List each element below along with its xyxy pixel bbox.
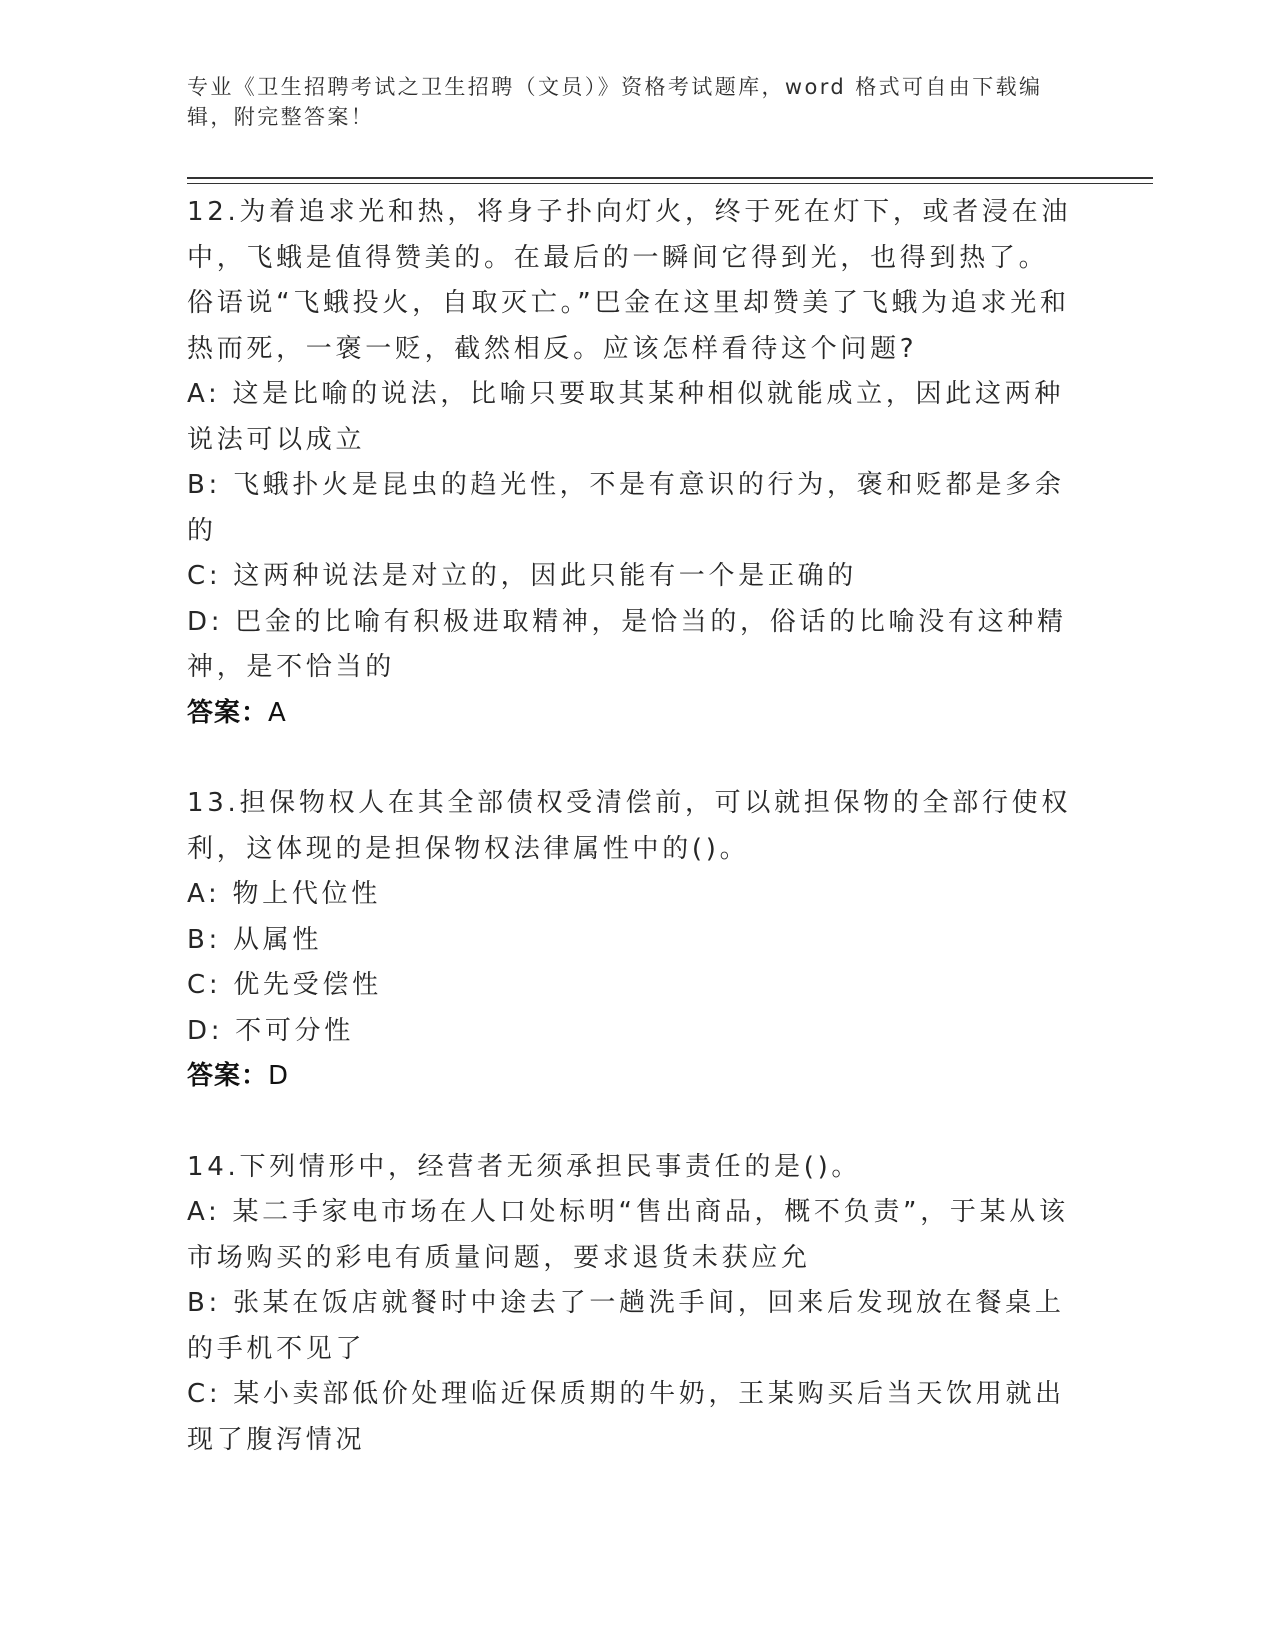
option-a: A: 这是比喻的说法，比喻只要取其某种相似就能成立，因此这两种说法可以成立 [187, 379, 1065, 455]
question-list [187, 190, 1077, 1508]
question-stem: 14.下列情形中，经营者无须承担民事责任的是()。 [187, 1151, 862, 1182]
answer-label: 答案： [187, 697, 269, 728]
answer-label: 答案： [187, 1061, 269, 1091]
document-header: 专业《卫生招聘考试之卫生招聘（文员）》资格考试题库，word 格式可自由下载编辑，附完整答案！ [187, 75, 1043, 129]
option-a: A: 某二手家电市场在人口处标明“售出商品，概不负责”，于某从该市场购买的彩电有质量问题，要求退货未获应允 [187, 1197, 1069, 1273]
answer-line [187, 1054, 1077, 1100]
question-13 [187, 781, 1077, 1100]
header-rule-thin [187, 183, 1153, 184]
option-c: C: 这两种说法是对立的，因此只能有一个是正确的 [187, 561, 857, 591]
question-12 [187, 190, 1077, 736]
answer-line [187, 691, 1077, 737]
option-b: B: 从属性 [187, 924, 323, 955]
option-d: D: 巴金的比喻有积极进取精神，是恰当的，俗话的比喻没有这种精神，是不恰当的 [187, 606, 1067, 682]
answer-value: D [268, 1061, 290, 1091]
question-stem: 13.担保物权人在其全部债权受清偿前，可以就担保物的全部行使权利，这体现的是担保物权法律属性中的()。 [187, 788, 1072, 864]
answer-value: A [268, 697, 287, 728]
question-stem: 12.为着追求光和热，将身子扑向灯火，终于死在灯下，或者浸在油中，飞蛾是值得赞美的。在最后的一瞬间它得到光，也得到热了。俗语说“飞蛾投火，自取灭亡。”巴金在这里却赞美了飞蛾为追求光和热而死，一褒一贬，截然相反。应该怎样看待这个问题? [187, 197, 1072, 364]
option-c: C: 优先受偿性 [187, 970, 382, 1000]
header-rule-thick [187, 177, 1153, 179]
option-c: C: 某小卖部低价处理临近保质期的牛奶，王某购买后当天饮用就出现了腹泻情况 [187, 1379, 1065, 1455]
question-14 [187, 1145, 1077, 1464]
option-a: A: 物上代位性 [187, 879, 381, 909]
option-d: D: 不可分性 [187, 1015, 354, 1046]
option-b: B: 张某在饭店就餐时中途去了一趟洗手间，回来后发现放在餐桌上的手机不见了 [187, 1288, 1065, 1364]
option-b: B: 飞蛾扑火是昆虫的趋光性，不是有意识的行为，褒和贬都是多余的 [187, 470, 1065, 546]
